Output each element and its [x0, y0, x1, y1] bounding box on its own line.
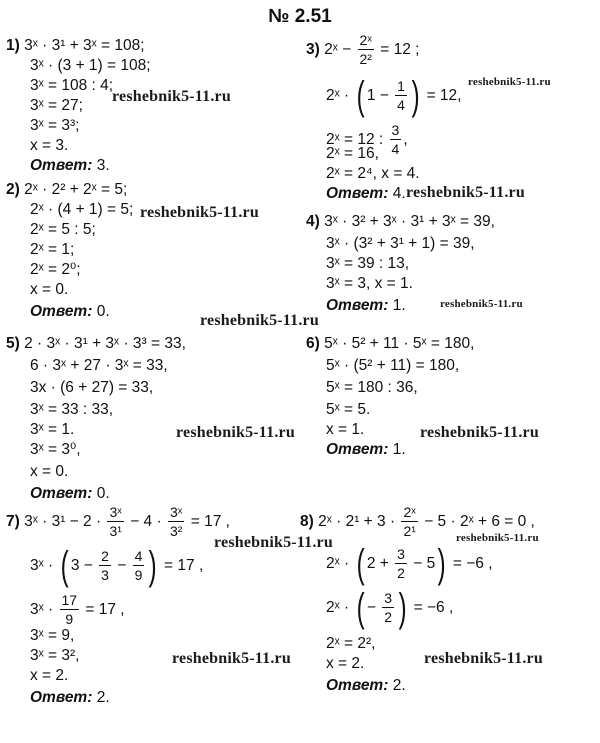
expression-part: 2ˣ · — [326, 87, 350, 104]
expression-part: = 17 , — [190, 513, 230, 530]
watermark: reshebnik5-11.ru — [420, 424, 539, 441]
answer-label: Ответ: — [326, 677, 389, 694]
page-title: № 2.51 — [268, 6, 332, 27]
expression-part: 2ˣ · — [326, 599, 350, 616]
equation-line: 2ˣ · (4 + 1) = 5; — [30, 201, 134, 218]
expression-part: 2ˣ − — [324, 41, 352, 58]
problem-number: 7) — [6, 513, 20, 530]
expression-part: 3ˣ · 3¹ − 2 · — [24, 513, 102, 530]
watermark: reshebnik5-11.ru — [140, 204, 259, 221]
left-paren: ( — [356, 585, 365, 630]
fraction: $\frac{1}{4}$ — [397, 78, 405, 114]
fraction: $\frac{2}{3}$ — [101, 548, 109, 584]
expression-part: = −6 , — [413, 599, 454, 616]
watermark: reshebnik5-11.ru — [214, 534, 333, 551]
equation-line: 5ˣ = 180 : 36, — [326, 379, 418, 396]
equation-line: 3ˣ = 33 : 33, — [30, 401, 114, 418]
equation-line: 3ˣ = 108 : 4; — [30, 77, 114, 94]
watermark: reshebnik5-11.ru — [406, 184, 525, 201]
right-paren: ) — [398, 585, 407, 630]
answer-value: 0. — [96, 485, 110, 502]
equation-line: x = 3. — [30, 137, 69, 154]
problem-number: 8) — [300, 513, 314, 530]
expression-part: = 17 , — [85, 601, 125, 618]
equation-line: x = 2. — [30, 667, 69, 684]
watermark: reshebnik5-11.ru — [440, 298, 523, 310]
expression-part: 3ˣ · — [30, 601, 54, 618]
answer-label: Ответ: — [326, 297, 389, 314]
solution-page: № 2.51 1) 3ˣ · 3¹ + 3ˣ = 108; 3ˣ · (3 + 1) = 108; 3ˣ = 108 : 4; 3ˣ = 27; 3ˣ = 3³; x = 3. Ответ: 3. 2) 2ˣ · 2² + 2ˣ = 5; 2ˣ · (4 + 1) = 5; 2ˣ = 5 : 5; 2ˣ = 1; 2ˣ = 2⁰; x = 0. Ответ: 0. 3) 2ˣ − $\frac{\text{2ˣ}}{\text{2²}}$ = 12 ; 2ˣ · ( 1 − $\frac{1}{4}$ ) = 12, 2ˣ = 12 : $\frac{3}{4}$ , 2ˣ = 16, 2ˣ = 2⁴, x = 4. Ответ: 4. 4) 3ˣ · 3² + 3ˣ · 3¹ + 3ˣ = 39, 3ˣ · (3² + 3¹ + 1) = 39, 3ˣ = 39 : 13, 3ˣ = 3, x = 1. Ответ: 1. 5) 2 · 3ˣ · 3¹ + 3ˣ · 3³ = 33, 6 · 3ˣ + 27 · 3ˣ = 33, 3x · (6 + 27) = 33, 3ˣ = 33 : 33, 3ˣ = 1. 3ˣ = 3⁰, x = 0. Ответ: 0. 6) 5ˣ · 5² + 11 · 5ˣ = 180, 5ˣ · (5² + 11) = 180, 5ˣ = 180 : 36, 5ˣ = 5. x = 1. Ответ: 1. 7) 3ˣ · 3¹ − 2 · $\frac{\text{3ˣ}}{\text{3¹}}$ − 4 · $\frac{\text{3ˣ}}{\text{3²}}$ = 17 , 3ˣ · ( 3 − $\frac{2}{3}$ − $\frac{4}{9}$ ) = 17 , 3ˣ · $\frac{17}{9}$ = 17 , 3ˣ = 9, 3ˣ = 3², x = 2. Ответ: 2. 8) 2ˣ · 2¹ + 3 · $\frac{\text{2ˣ}}{\text{2¹}}$ − 5 · 2ˣ + 6 = 0 , 2ˣ · ( 2 + $\frac{3}{2}$ − 5) = −6 , 2ˣ · ( − $\frac{3}{2}$ ) = −6 , 2ˣ = 2², x = 2. Ответ: 2. reshebnik5-11.ru reshebnik5-11.ru reshebnik5-11.ru reshebnik5-11.ru reshebnik5-11.ru reshebnik5-11.ru reshebnik5-11.ru reshebnik5-11.ru reshebnik5-11.ru reshebnik5-11.ru reshebnik5-11.ru reshebnik5-11.ru — [0, 0, 600, 743]
left-paren: ( — [356, 73, 365, 118]
equation-line: 3ˣ = 3⁰, — [30, 441, 81, 458]
answer-value: 2. — [392, 677, 406, 694]
fraction: $\frac{17}{9}$ — [61, 592, 78, 628]
equation-line: 2ˣ = 16, — [326, 145, 379, 162]
answer-label: Ответ: — [30, 485, 93, 502]
fraction: $\frac{3}{2}$ — [384, 590, 392, 626]
watermark: reshebnik5-11.ru — [424, 650, 543, 667]
expression-part: − 5 · 2ˣ + 6 = 0 , — [424, 513, 535, 530]
equation-line: 3ˣ = 27; — [30, 97, 83, 114]
right-paren: ) — [149, 543, 158, 588]
left-paren: ( — [356, 541, 365, 586]
fraction: $\frac{\text{2ˣ}}{\text{2²}}$ — [359, 32, 372, 68]
equation-line: 6 · 3ˣ + 27 · 3ˣ = 33, — [30, 357, 168, 374]
equation-line: 3ˣ = 3, x = 1. — [326, 275, 413, 292]
right-paren: ) — [437, 541, 446, 586]
expression-part: = 17 , — [164, 557, 204, 574]
problem-number: 2) — [6, 181, 20, 198]
expression-part: 2ˣ = 12 : — [326, 131, 384, 148]
equation-line: 3ˣ · 3² + 3ˣ · 3¹ + 3ˣ = 39, — [324, 213, 495, 230]
equation-line: 3ˣ = 3², — [30, 647, 80, 664]
equation-line: x = 0. — [30, 463, 69, 480]
expression-part: = 12, — [426, 87, 462, 104]
equation-line: 2ˣ = 2⁴, x = 4. — [326, 165, 420, 182]
equation-line: 2ˣ = 5 : 5; — [30, 221, 96, 238]
equation-line: 5ˣ · (5² + 11) = 180, — [326, 357, 460, 374]
equation-line: 2ˣ = 2², — [326, 635, 376, 652]
answer-value: 0. — [96, 303, 110, 320]
problem-number: 6) — [306, 335, 320, 352]
answer-value: 1. — [392, 297, 406, 314]
answer-value: 1. — [392, 441, 406, 458]
problem-number: 3) — [306, 41, 320, 58]
answer-label: Ответ: — [30, 157, 93, 174]
answer-value: 2. — [96, 689, 110, 706]
problem-number: 1) — [6, 37, 20, 54]
answer-value: 4. — [392, 185, 406, 202]
problem-number: 5) — [6, 335, 20, 352]
fraction: $\frac{\text{2ˣ}}{\text{2¹}}$ — [403, 504, 416, 540]
equation-line: 3x · (6 + 27) = 33, — [30, 379, 154, 396]
watermark: reshebnik5-11.ru — [112, 88, 231, 105]
answer-value: 3. — [96, 157, 110, 174]
answer-label: Ответ: — [326, 441, 389, 458]
equation-line: 3ˣ = 9, — [30, 627, 75, 644]
expression-part: − 4 · — [130, 513, 162, 530]
fraction: $\frac{4}{9}$ — [134, 548, 143, 584]
equation-line: 2 · 3ˣ · 3¹ + 3ˣ · 3³ = 33, — [24, 335, 186, 352]
answer-label: Ответ: — [30, 689, 93, 706]
equation-line: x = 0. — [30, 281, 69, 298]
equation-line: 3ˣ = 39 : 13, — [326, 255, 410, 272]
expression-part: 2ˣ · 2¹ + 3 · — [318, 513, 396, 530]
equation-line: x = 1. — [326, 421, 365, 438]
right-paren: ) — [411, 73, 420, 118]
answer-label: Ответ: — [30, 303, 93, 320]
watermark: reshebnik5-11.ru — [176, 424, 295, 441]
equation-line: 2ˣ · 2² + 2ˣ = 5; — [24, 181, 128, 198]
watermark: reshebnik5-11.ru — [456, 532, 539, 544]
fraction: $\frac{\text{3ˣ}}{\text{3¹}}$ — [109, 504, 122, 540]
fraction: $\frac{3}{2}$ — [397, 546, 405, 582]
equation-line: 3ˣ = 3³; — [30, 117, 80, 134]
watermark: reshebnik5-11.ru — [468, 76, 551, 88]
equation-line: 3ˣ = 1. — [30, 421, 75, 438]
equation-line: 5ˣ = 5. — [326, 401, 371, 418]
answer-label: Ответ: — [326, 185, 389, 202]
fraction: $\frac{3}{4}$ — [391, 122, 400, 158]
equation-line: 3ˣ · (3² + 3¹ + 1) = 39, — [326, 235, 475, 252]
expression-part: 2ˣ · — [326, 555, 350, 572]
equation-line: 2ˣ = 1; — [30, 241, 75, 258]
watermark: reshebnik5-11.ru — [200, 312, 319, 329]
expression-part: 3ˣ · — [30, 557, 54, 574]
equation-line: 3ˣ · (3 + 1) = 108; — [30, 57, 151, 74]
equation-line: 5ˣ · 5² + 11 · 5ˣ = 180, — [324, 335, 475, 352]
problem-number: 4) — [306, 213, 320, 230]
expression-part: = −6 , — [452, 555, 493, 572]
left-paren: ( — [60, 543, 69, 588]
fraction: $\frac{\text{3ˣ}}{\text{3²}}$ — [169, 504, 183, 540]
equation-line: 3ˣ · 3¹ + 3ˣ = 108; — [24, 37, 145, 54]
expression-part: = 12 ; — [380, 41, 420, 58]
equation-line: 2ˣ = 2⁰; — [30, 261, 81, 278]
equation-line: x = 2. — [326, 655, 365, 672]
watermark: reshebnik5-11.ru — [172, 650, 291, 667]
